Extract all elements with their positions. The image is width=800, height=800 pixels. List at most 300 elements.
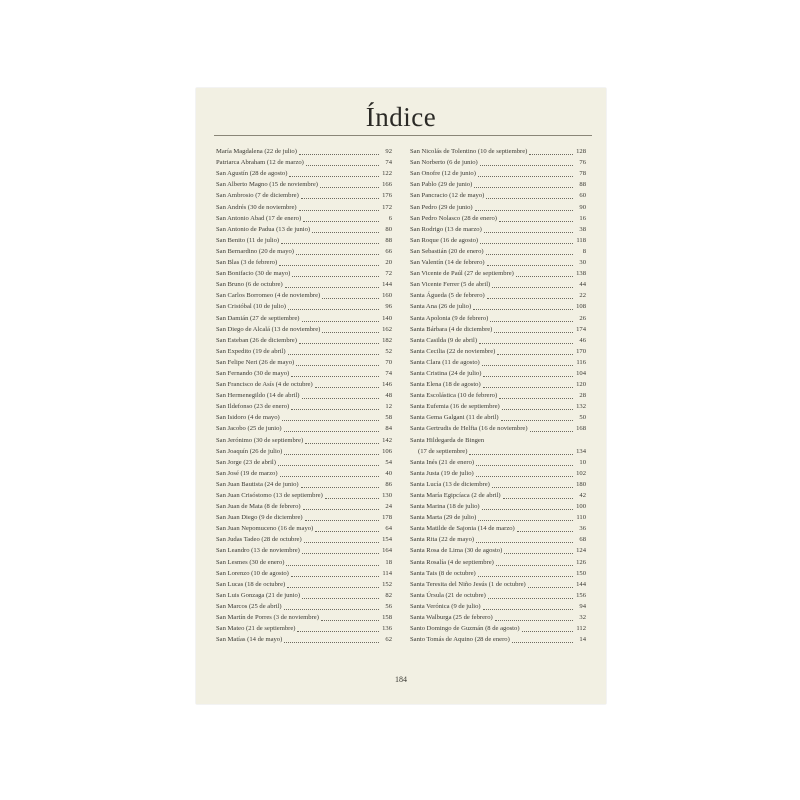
entry-name: San Bruno (6 de octubre)	[216, 281, 283, 289]
entry-name: San Andrés (30 de noviembre)	[216, 203, 297, 211]
leader-dots	[302, 321, 380, 322]
entry-name: Santa Eufemia (16 de septiembre)	[410, 403, 500, 411]
index-entry	[410, 235, 586, 246]
leader-dots	[480, 165, 573, 166]
entry-page-number: 144	[576, 580, 586, 588]
entry-page-number: 122	[382, 170, 392, 178]
entry-page-number: 172	[382, 203, 392, 211]
entry-page-number: 88	[579, 181, 586, 189]
leader-dots	[476, 476, 573, 477]
entry-page-number: 20	[385, 259, 392, 267]
entry-page-number: 164	[382, 547, 392, 555]
entry-page-number: 178	[382, 514, 392, 522]
index-entry	[410, 324, 586, 335]
leader-dots	[483, 609, 573, 610]
entry-name: Santa Hildegarda de Bingen	[410, 436, 485, 444]
entry-page-number: 114	[382, 569, 392, 577]
entry-name: Santa Justa (19 de julio)	[410, 469, 474, 477]
entry-name: San Antonio Abad (17 de enero)	[216, 214, 302, 222]
index-entry	[410, 157, 586, 168]
index-entry	[410, 412, 586, 423]
index-entry	[216, 179, 392, 190]
index-entry	[216, 190, 392, 201]
leader-dots	[292, 276, 379, 277]
index-entry	[216, 501, 392, 512]
leader-dots	[516, 276, 573, 277]
leader-dots	[490, 321, 573, 322]
entry-page-number: 108	[576, 303, 586, 311]
entry-page-number: 144	[382, 281, 392, 289]
entry-page-number: 72	[385, 270, 392, 278]
index-entry	[410, 213, 586, 224]
entry-name: San Juan Bautista (24 de junio)	[216, 480, 299, 488]
entry-name: Santa Rosa de Lima (30 de agosto)	[410, 547, 503, 555]
index-entry	[216, 146, 392, 157]
entry-name: Santa Inés (21 de enero)	[410, 458, 475, 466]
entry-name: San Leandro (13 de noviembre)	[216, 547, 300, 555]
entry-page-number: 40	[385, 469, 392, 477]
entry-page-number: 86	[385, 480, 392, 488]
entry-name: Santa Verónica (9 de julio)	[410, 602, 481, 610]
entry-page-number: 96	[385, 303, 392, 311]
leader-dots	[486, 254, 573, 255]
entry-page-number: 36	[579, 525, 586, 533]
leader-dots	[484, 232, 573, 233]
entry-name: San Ambrosio (7 de diciembre)	[216, 192, 299, 200]
index-entry	[216, 512, 392, 523]
leader-dots	[475, 210, 573, 211]
index-entry	[410, 446, 586, 457]
leader-dots	[288, 354, 379, 355]
leader-dots	[528, 587, 573, 588]
index-column-right	[410, 146, 586, 645]
entry-page-number: 22	[579, 292, 586, 300]
entry-page-number: 28	[579, 392, 586, 400]
leader-dots	[483, 376, 573, 377]
entry-name: San Ildefonso (23 de enero)	[216, 403, 290, 411]
leader-dots	[325, 498, 379, 499]
index-entry	[216, 390, 392, 401]
leader-dots	[529, 154, 573, 155]
entry-page-number: 94	[579, 602, 586, 610]
leader-dots	[301, 487, 379, 488]
index-entry	[216, 368, 392, 379]
entry-name: San Diego de Alcalá (13 de noviembre)	[216, 325, 321, 333]
entry-name: San Joaquín (26 de julio)	[216, 447, 283, 455]
leader-dots	[284, 431, 379, 432]
entry-page-number: 8	[582, 247, 586, 255]
index-entry	[216, 612, 392, 623]
entry-name: Santa María Egipcíaca (2 de abril)	[410, 492, 501, 499]
index-entry	[216, 434, 392, 445]
index-entry	[216, 579, 392, 590]
entry-name: Santo Tomás de Aquino (28 de enero)	[410, 636, 510, 644]
leader-dots	[503, 498, 573, 499]
entry-page-number: 26	[579, 314, 586, 322]
entry-page-number: 110	[576, 514, 586, 522]
index-entry	[410, 501, 586, 512]
index-entry	[410, 457, 586, 468]
entry-page-number: 66	[385, 247, 392, 255]
entry-page-number: 92	[385, 148, 392, 156]
index-entry	[410, 379, 586, 390]
entry-name: San Pablo (29 de junio)	[410, 181, 473, 189]
leader-dots	[305, 443, 379, 444]
entry-name: San Expedito (19 de abril)	[216, 347, 286, 355]
leader-dots	[530, 431, 573, 432]
index-entry	[410, 479, 586, 490]
entry-name: Santa Walburga (25 de febrero)	[410, 614, 493, 622]
entry-name: Santo Domingo de Guzmán (8 de agosto)	[410, 625, 520, 633]
leader-dots	[322, 298, 379, 299]
entry-page-number: 132	[576, 403, 586, 411]
entry-page-number: 130	[382, 492, 392, 499]
page-title: Índice	[365, 102, 437, 132]
index-column-left	[216, 146, 392, 645]
leader-dots	[321, 620, 379, 621]
index-entry	[216, 157, 392, 168]
entry-page-number: 166	[382, 181, 392, 189]
leader-dots	[296, 365, 379, 366]
entry-page-number: 180	[576, 480, 586, 488]
index-entry	[410, 290, 586, 301]
entry-page-number: 74	[385, 369, 392, 377]
entry-page-number: 62	[385, 636, 392, 644]
entry-name: Santa Tais (8 de octubre)	[410, 569, 476, 577]
entry-name: San Antonio de Padua (13 de junio)	[216, 225, 311, 233]
index-entry	[216, 490, 392, 501]
page-number: 184	[395, 675, 407, 684]
index-entry	[216, 224, 392, 235]
entry-name: San Felipe Neri (26 de mayo)	[216, 358, 295, 366]
entry-name: San Matías (14 de mayo)	[216, 636, 283, 644]
leader-dots	[299, 154, 379, 155]
entry-page-number: 76	[579, 159, 586, 167]
index-entry	[410, 534, 586, 545]
entry-name: San Norberto (6 de junio)	[410, 159, 478, 167]
leader-dots	[492, 487, 573, 488]
index-entry	[410, 190, 586, 201]
index-entry	[216, 523, 392, 534]
entry-page-number: 158	[382, 614, 392, 622]
index-entry	[410, 556, 586, 567]
index-entry	[410, 279, 586, 290]
entry-page-number: 74	[385, 159, 392, 167]
leader-dots	[299, 210, 379, 211]
leader-dots	[287, 587, 379, 588]
entry-page-number: 60	[579, 192, 586, 200]
entry-name: Santa Marta (29 de julio)	[410, 514, 477, 522]
index-entry	[216, 279, 392, 290]
index-entry	[216, 468, 392, 479]
leader-dots	[499, 221, 573, 222]
entry-page-number: 88	[385, 236, 392, 244]
index-entry	[216, 213, 392, 224]
index-entry	[410, 579, 586, 590]
entry-page-number: 120	[576, 381, 586, 389]
leader-dots	[502, 409, 573, 410]
entry-page-number: 100	[576, 503, 586, 511]
entry-name: San Francisco de Asís (4 de octubre)	[216, 381, 313, 389]
index-entry	[410, 168, 586, 179]
entry-page-number: 152	[382, 580, 392, 588]
entry-page-number: 82	[385, 591, 392, 599]
entry-page-number: 154	[382, 536, 392, 544]
entry-name: Santa Cecilia (22 de noviembre)	[410, 347, 496, 355]
entry-page-number: 84	[385, 425, 392, 433]
index-entry	[216, 301, 392, 312]
entry-page-number: 140	[382, 314, 392, 322]
index-entry	[410, 335, 586, 346]
index-entry	[410, 623, 586, 634]
entry-name: Santa Úrsula (21 de octubre)	[410, 591, 486, 599]
leader-dots	[291, 576, 379, 577]
leader-dots	[478, 176, 573, 177]
leader-dots	[280, 476, 379, 477]
entry-name: Patriarca Abraham (12 de marzo)	[216, 159, 304, 167]
index-entry	[216, 534, 392, 545]
leader-dots	[288, 309, 379, 310]
leader-dots	[522, 631, 573, 632]
entry-name: San Lesmes (30 de enero)	[216, 558, 285, 566]
leader-dots	[286, 565, 379, 566]
leader-dots	[478, 576, 573, 577]
leader-dots	[304, 542, 379, 543]
entry-page-number: 104	[576, 369, 586, 377]
entry-name: Santa Rosalía (4 de septiembre)	[410, 558, 494, 566]
entry-name: San Blas (3 de febrero)	[216, 259, 278, 267]
leader-dots	[496, 565, 573, 566]
entry-name: San José (19 de marzo)	[216, 469, 278, 477]
index-entry	[216, 412, 392, 423]
entry-name: San Valentín (14 de febrero)	[410, 259, 485, 267]
entry-name: San Esteban (26 de diciembre)	[216, 336, 297, 344]
leader-dots	[315, 531, 379, 532]
entry-page-number: 106	[382, 447, 392, 455]
leader-dots	[306, 165, 379, 166]
index-entry	[410, 401, 586, 412]
entry-page-number: 24	[385, 503, 392, 511]
entry-name: San Juan Crisóstomo (13 de septiembre)	[216, 492, 323, 499]
leader-dots	[303, 509, 379, 510]
leader-dots	[474, 187, 573, 188]
entry-page-number: 78	[579, 170, 586, 178]
index-entry	[410, 523, 586, 534]
entry-page-number: 58	[385, 414, 392, 422]
entry-name: San Vicente Ferrer (5 de abril)	[410, 281, 491, 289]
index-entry	[216, 623, 392, 634]
entry-name: San Bonifacio (30 de mayo)	[216, 270, 291, 278]
leader-dots	[291, 409, 379, 410]
leader-dots	[279, 265, 379, 266]
entry-page-number: 128	[576, 148, 586, 156]
entry-name: Santa Clara (11 de agosto)	[410, 358, 480, 366]
index-entry	[410, 346, 586, 357]
entry-page-number: 168	[576, 425, 586, 433]
index-entry	[410, 634, 586, 645]
leader-dots	[301, 198, 379, 199]
index-entry	[410, 301, 586, 312]
leader-dots	[302, 598, 379, 599]
entry-name: San Judas Tadeo (28 de octubre)	[216, 536, 302, 544]
entry-name: Santa Lucía (13 de diciembre)	[410, 480, 490, 488]
index-entry	[216, 168, 392, 179]
index-entry	[216, 268, 392, 279]
entry-page-number: 46	[579, 336, 586, 344]
index-entry	[216, 246, 392, 257]
entry-name: San Alberto Magno (15 de noviembre)	[216, 181, 318, 189]
entry-name: Santa Rita (22 de mayo)	[410, 536, 475, 544]
entry-page-number: 16	[579, 214, 586, 222]
entry-page-number: 112	[576, 625, 586, 633]
entry-name: San Agustín (28 de agosto)	[216, 170, 288, 178]
index-entry	[216, 335, 392, 346]
entry-page-number: 10	[579, 458, 586, 466]
entry-page-number: 90	[579, 203, 586, 211]
leader-dots	[299, 343, 379, 344]
entry-name: Santa Cristina (24 de julio)	[410, 369, 482, 377]
leader-dots	[499, 398, 573, 399]
entry-name: San Isidoro (4 de mayo)	[216, 414, 280, 422]
leader-dots	[281, 243, 379, 244]
index-entry	[216, 479, 392, 490]
entry-name: San Nicolás de Tolentino (10 de septiembre)	[410, 148, 528, 156]
entry-name: San Luis Gonzaga (21 de junio)	[216, 591, 301, 599]
leader-dots	[291, 376, 379, 377]
entry-name: Santa Águeda (5 de febrero)	[410, 292, 485, 300]
entry-page-number: 52	[385, 347, 392, 355]
index-entry	[216, 379, 392, 390]
index-entry	[410, 146, 586, 157]
leader-dots	[278, 465, 379, 466]
entry-name: San Jacobo (25 de junio)	[216, 425, 282, 433]
entry-page-number: 156	[576, 591, 586, 599]
entry-page-number: 30	[579, 259, 586, 267]
index-entry	[216, 312, 392, 323]
leader-dots	[501, 420, 573, 421]
entry-page-number: 138	[576, 270, 586, 278]
leader-dots	[305, 520, 379, 521]
entry-name: Santa Bárbara (4 de diciembre)	[410, 325, 493, 333]
leader-dots	[297, 631, 379, 632]
entry-page-number: 48	[385, 392, 392, 400]
entry-name: San Carlos Borromeo (4 de noviembre)	[216, 292, 321, 300]
entry-page-number: 68	[579, 536, 586, 544]
entry-page-number: 116	[576, 358, 586, 366]
leader-dots	[284, 642, 379, 643]
leader-dots	[482, 365, 573, 366]
leader-dots	[497, 354, 573, 355]
index-entry	[410, 224, 586, 235]
entry-name: Santa Apolonia (9 de febrero)	[410, 314, 489, 322]
entry-name: San Sebastián (20 de enero)	[410, 247, 484, 255]
leader-dots	[487, 298, 573, 299]
index-entry	[410, 246, 586, 257]
leader-dots	[486, 198, 573, 199]
entry-page-number: 70	[385, 358, 392, 366]
entry-name: San Martín de Porres (3 de noviembre)	[216, 614, 319, 622]
entry-name: San Jorge (23 de abril)	[216, 458, 276, 466]
index-entry	[216, 235, 392, 246]
entry-page-number: 134	[576, 447, 586, 455]
entry-name: Santa Ana (26 de julio)	[410, 303, 472, 311]
leader-dots	[504, 553, 573, 554]
leader-dots	[479, 343, 573, 344]
title-rule	[214, 135, 592, 136]
entry-name: San Mateo (21 de septiembre)	[216, 625, 296, 633]
leader-dots	[303, 221, 379, 222]
book-page	[196, 88, 606, 704]
index-entry	[216, 590, 392, 601]
entry-name: San Cristóbal (10 de julio)	[216, 303, 286, 311]
entry-name: San Rodrigo (13 de marzo)	[410, 225, 482, 233]
entry-page-number: 182	[382, 336, 392, 344]
index-entry	[410, 423, 586, 434]
entry-name: San Pancracio (12 de mayo)	[410, 192, 485, 200]
index-entry	[410, 434, 586, 445]
index-entry	[216, 446, 392, 457]
entry-page-number: 18	[385, 558, 392, 566]
entry-name: San Hermenegildo (14 de abril)	[216, 392, 300, 400]
index-entry	[410, 601, 586, 612]
entry-name: Santa Casilda (9 de abril)	[410, 336, 478, 344]
leader-dots	[487, 265, 573, 266]
index-entry	[216, 324, 392, 335]
entry-name: San Onofre (12 de junio)	[410, 170, 476, 178]
entry-page-number: 162	[382, 325, 392, 333]
index-entry	[410, 268, 586, 279]
entry-name: San Pedro Nolasco (28 de enero)	[410, 214, 497, 222]
leader-dots	[480, 243, 573, 244]
entry-page-number: 54	[385, 458, 392, 466]
entry-page-number: 80	[385, 225, 392, 233]
index-entry	[410, 201, 586, 212]
entry-name: San Jerónimo (30 de septiembre)	[216, 436, 304, 444]
entry-page-number: 160	[382, 292, 392, 300]
entry-page-number: 56	[385, 602, 392, 610]
entry-page-number: 118	[576, 236, 586, 244]
leader-dots	[282, 420, 379, 421]
entry-name: Santa Escolástica (10 de febrero)	[410, 392, 498, 400]
entry-name: San Damián (27 de septiembre)	[216, 314, 300, 322]
entry-name: San Lorenzo (10 de agosto)	[216, 569, 289, 577]
leader-dots	[289, 176, 379, 177]
leader-dots	[476, 465, 573, 466]
entry-page-number: 50	[579, 414, 586, 422]
leader-dots	[512, 642, 573, 643]
entry-name: San Bernardino (20 de mayo)	[216, 247, 295, 255]
index-entry	[216, 290, 392, 301]
entry-page-number: 124	[576, 547, 586, 555]
entry-name: Santa Elena (18 de agosto)	[410, 381, 481, 389]
entry-page-number: 6	[388, 214, 392, 222]
index-entry	[410, 490, 586, 501]
index-entry	[410, 179, 586, 190]
entry-name: San Lucas (18 de octubre)	[216, 580, 286, 588]
index-entry	[410, 390, 586, 401]
leader-dots	[322, 332, 379, 333]
entry-page-number: 150	[576, 569, 586, 577]
leader-dots	[494, 332, 573, 333]
index-entry	[410, 612, 586, 623]
leader-dots	[320, 187, 379, 188]
entry-name: San Benito (11 de julio)	[216, 236, 280, 244]
leader-dots	[476, 542, 573, 543]
index-entry	[216, 257, 392, 268]
index-entry	[216, 401, 392, 412]
leader-dots	[302, 553, 379, 554]
entry-name: San Juan Nepomuceno (16 de mayo)	[216, 525, 314, 533]
